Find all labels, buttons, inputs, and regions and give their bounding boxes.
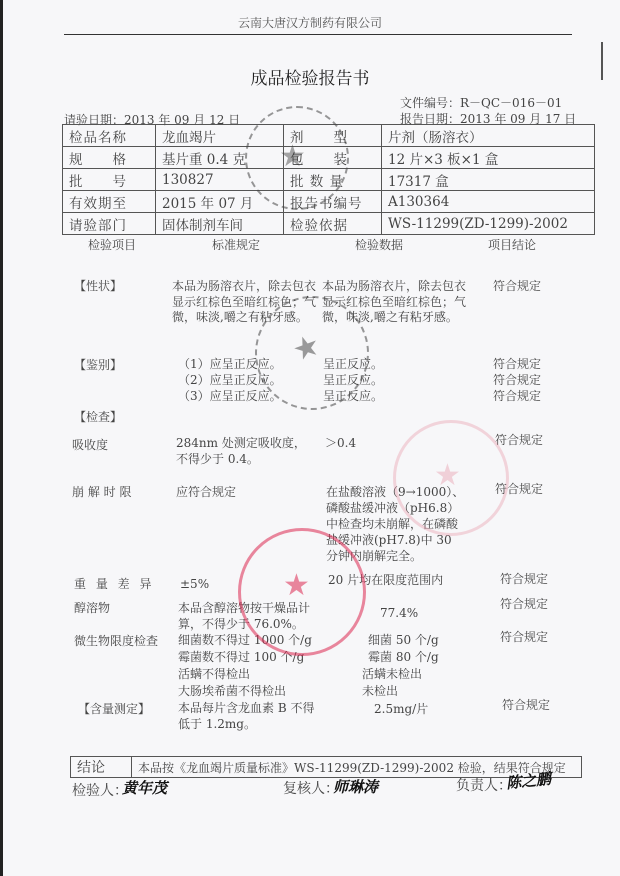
standard-disintegration: 应符合规定 bbox=[176, 485, 237, 499]
item-assay: 【含量测定】 bbox=[78, 702, 151, 716]
data-microbial-2: 霉菌 80 个/g bbox=[368, 650, 439, 664]
conclusion-microbial: 符合规定 bbox=[500, 630, 549, 644]
data-weight-variation: 20 片均在限度范围内 bbox=[328, 573, 444, 587]
standard-microbial-1: 细菌数不得过 1000 个/g bbox=[178, 633, 312, 647]
value-packaging: 12 片×3 板×1 盒 bbox=[382, 147, 595, 169]
label-batch-no: 批 号 bbox=[63, 169, 156, 191]
data-microbial-1: 细菌 50 个/g bbox=[368, 633, 439, 647]
data-identification-1: 呈正反应。 bbox=[323, 357, 384, 371]
label-spec: 规 格 bbox=[63, 147, 156, 169]
table-row bbox=[63, 169, 595, 191]
conclusion-alcohol-soluble: 符合规定 bbox=[500, 597, 549, 611]
standard-identification-2: （2）应呈正反应。 bbox=[178, 373, 282, 387]
data-appearance: 本品为肠溶衣片，除去包衣显示红棕色至暗红棕色；气微，味淡,嚼之有粘牙感。 bbox=[322, 279, 467, 324]
table-row bbox=[63, 125, 595, 147]
product-info-table bbox=[62, 124, 595, 235]
standard-microbial-3: 活螨不得检出 bbox=[178, 667, 251, 681]
conclusion-text: 本品按《龙血竭片质量标准》WS-11299(ZD-1299)-2002 检验，结果符合规定 bbox=[132, 757, 582, 778]
table-row bbox=[63, 147, 595, 169]
responsible-signature: 陈之鹏 bbox=[505, 769, 552, 793]
conclusion-identification-3: 符合规定 bbox=[493, 389, 542, 403]
conclusion-assay: 符合规定 bbox=[502, 698, 551, 712]
data-assay: 2.5mg/片 bbox=[374, 702, 429, 716]
file-number: 文件编号：R－QC－016－01 bbox=[400, 96, 563, 110]
reviewer-label: 复核人： bbox=[283, 781, 339, 797]
table-row bbox=[63, 191, 595, 213]
request-date: 请验日期：2013 年 09 月 12 日 bbox=[64, 113, 241, 127]
value-expiry: 2015 年 07 月 bbox=[156, 191, 284, 213]
page-title: 成品检验报告书 bbox=[250, 69, 370, 89]
col-header-item: 检验项目 bbox=[88, 238, 137, 252]
conclusion-absorbance: 符合规定 bbox=[495, 433, 544, 447]
data-microbial-4: 未检出 bbox=[362, 684, 399, 698]
report-date: 报告日期：2013 年 09 月 17 日 bbox=[400, 112, 577, 126]
data-microbial-3: 活螨未检出 bbox=[362, 667, 423, 681]
data-absorbance: ＞0.4 bbox=[325, 436, 357, 450]
label-batch-qty: 批 数 量 bbox=[284, 169, 382, 191]
col-header-conclusion: 项目结论 bbox=[488, 238, 537, 252]
data-alcohol-soluble: 77.4% bbox=[380, 606, 419, 620]
inspector-label: 检验人： bbox=[72, 783, 128, 799]
label-report-no: 报告书编号 bbox=[284, 191, 382, 213]
standard-microbial-4: 大肠埃希菌不得检出 bbox=[178, 684, 287, 698]
standard-absorbance: 284nm 处测定吸收度，不得少于 0.4。 bbox=[176, 436, 306, 466]
value-department: 固体制剂车间 bbox=[156, 213, 284, 235]
conclusion-label: 结论 bbox=[71, 757, 132, 778]
value-product-name: 龙血竭片 bbox=[156, 125, 284, 147]
value-batch-no: 130827 bbox=[156, 169, 284, 191]
conclusion-identification-1: 符合规定 bbox=[493, 357, 542, 371]
value-report-no: A130364 bbox=[382, 191, 595, 213]
table-row bbox=[63, 213, 595, 235]
inspector-signature: 黄年茂 bbox=[122, 779, 168, 797]
value-basis: WS-11299(ZD-1299)-2002 bbox=[382, 213, 595, 235]
conclusion-appearance: 符合规定 bbox=[493, 279, 542, 293]
label-product-name: 检品名称 bbox=[63, 125, 156, 147]
label-basis: 检验依据 bbox=[284, 213, 382, 235]
responsible-label: 负责人： bbox=[456, 778, 512, 794]
conclusion-weight-variation: 符合规定 bbox=[500, 572, 549, 586]
company-name: 云南大唐汉方制药有限公司 bbox=[237, 16, 382, 30]
data-identification-2: 呈正反应。 bbox=[323, 373, 384, 387]
item-alcohol-soluble: 醇溶物 bbox=[74, 601, 111, 615]
conclusion-identification-2: 符合规定 bbox=[493, 373, 542, 387]
standard-microbial-2: 霉菌数不得过 100 个/g bbox=[178, 650, 305, 664]
label-dosage-form: 剂 型 bbox=[284, 125, 382, 147]
col-header-standard: 标准规定 bbox=[212, 238, 261, 252]
star-icon: ★ bbox=[279, 139, 306, 174]
standard-assay: 本品每片含龙血素 B 不得低于 1.2mg。 bbox=[178, 701, 315, 731]
item-inspection-section: 【检查】 bbox=[74, 410, 123, 424]
reviewer-signature: 师琳涛 bbox=[333, 778, 379, 796]
standard-appearance: 本品为肠溶衣片，除去包衣显示红棕色至暗红棕色；气微，味淡,嚼之有粘牙感。 bbox=[172, 279, 317, 324]
item-identification: 【鉴别】 bbox=[74, 358, 123, 372]
star-icon: ★ bbox=[283, 568, 310, 603]
scan-edge bbox=[0, 0, 3, 876]
item-weight-variation: 重 量 差 异 bbox=[74, 577, 155, 591]
standard-alcohol-soluble: 本品含醇溶物按干燥品计算，不得少于 76.0%。 bbox=[178, 601, 311, 631]
col-header-data: 检验数据 bbox=[355, 238, 404, 252]
star-icon: ★ bbox=[434, 458, 461, 493]
data-identification-3: 呈正反应。 bbox=[323, 389, 384, 403]
value-dosage-form: 片剂（肠溶衣） bbox=[382, 125, 595, 147]
item-disintegration: 崩 解 时 限 bbox=[72, 485, 132, 499]
standard-weight-variation: ±5% bbox=[180, 577, 210, 591]
standard-identification-3: （3）应呈正反应。 bbox=[178, 389, 282, 403]
value-spec: 基片重 0.4 克 bbox=[156, 147, 284, 169]
label-packaging: 包 装 bbox=[284, 147, 382, 169]
item-appearance: 【性状】 bbox=[74, 279, 123, 293]
item-microbial-limit: 微生物限度检查 bbox=[74, 634, 159, 648]
standard-identification-1: （1）应呈正反应。 bbox=[178, 357, 282, 371]
label-department: 请验部门 bbox=[63, 213, 156, 235]
value-batch-qty: 17317 盒 bbox=[382, 169, 595, 191]
data-disintegration: 在盐酸溶液（9→1000）、磷酸盐缓冲液（pH6.8）中检查均未崩解，在磷酸盐缓冲液(pH7.8)中 30 分钟内崩解完全。 bbox=[326, 485, 465, 563]
star-icon: ★ bbox=[287, 327, 326, 370]
conclusion-disintegration: 符合规定 bbox=[495, 482, 544, 496]
label-expiry: 有效期至 bbox=[63, 191, 156, 213]
header-divider bbox=[64, 34, 572, 35]
item-absorbance: 吸收度 bbox=[72, 438, 109, 452]
